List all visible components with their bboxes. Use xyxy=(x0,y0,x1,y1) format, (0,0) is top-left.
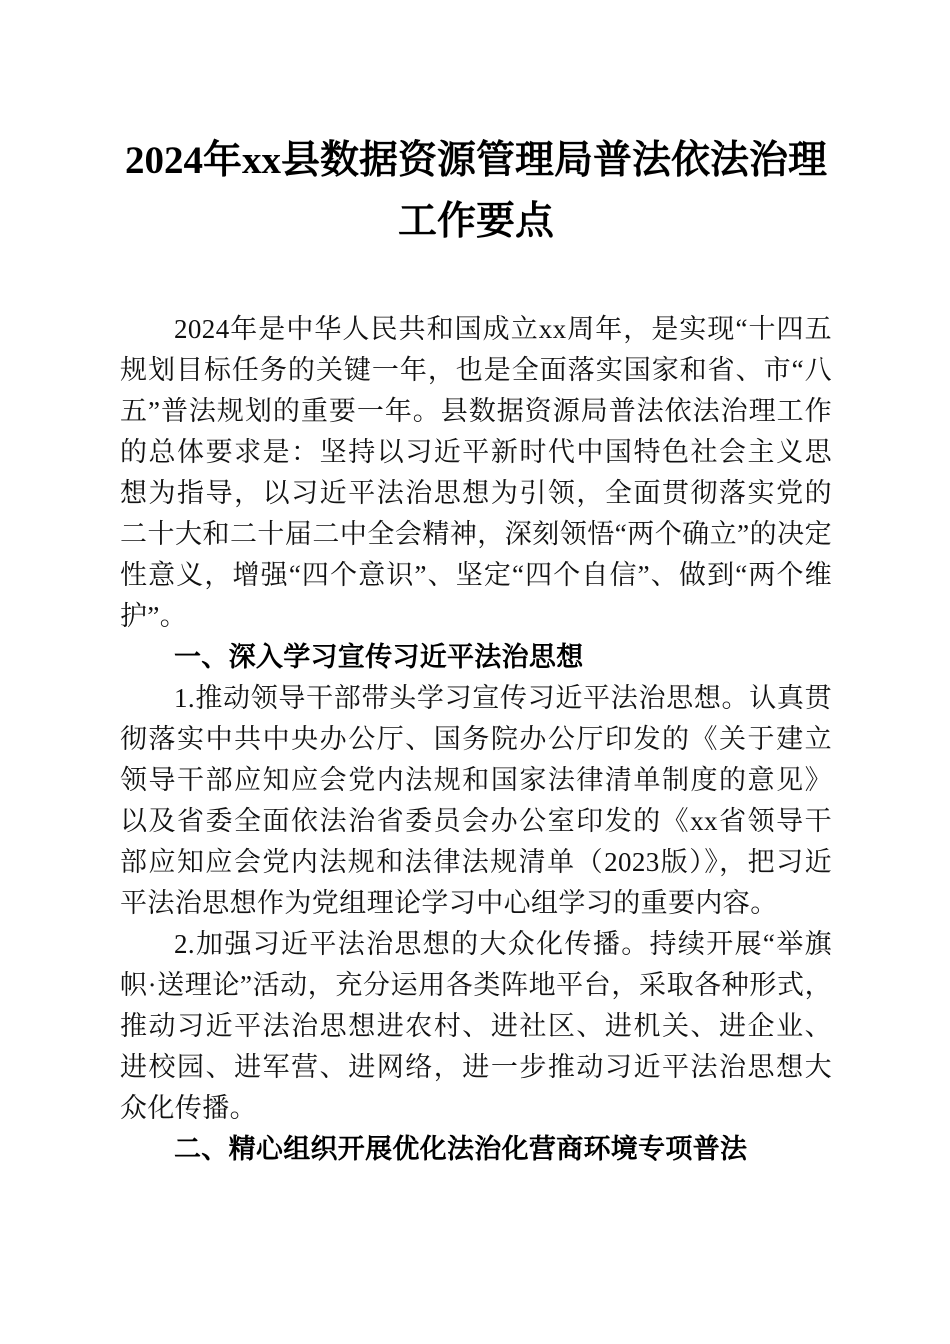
section-heading-2: 二、精心组织开展优化法治化营商环境专项普法 xyxy=(174,1134,748,1164)
document-content-column xyxy=(120,0,832,1170)
paragraph-intro: 2024年是中华人民共和国成立xx周年，是实现“十四五规划目标任务的关键一年，也是全面落实国家和省、市“八五”普法规划的重要一年。县数据资源局普法依法治理工作的总体要求是：坚持以习近平新时代中国特色社会主义思想为指导，以习近平法治思想为引领，全面贯彻落实党的二十大和二十届二中全会精神，深刻领悟“两个确立”的决定性意义，增强“四个意识”、坚定“四个自信”、做到“两个维护”。 xyxy=(120,314,832,631)
section-heading-1: 一、深入学习宣传习近平法治思想 xyxy=(174,642,584,672)
title-spacer xyxy=(120,252,832,309)
paragraph-item-1-2: 2.加强习近平法治思想的大众化传播。持续开展“举旗帜·送理论”活动，充分运用各类阵地平台，采取各种形式，推动习近平法治思想进农村、进社区、进机关、进企业、进校园、进军营、进网络，进一步推动习近平法治思想大众化传播。 xyxy=(120,929,832,1123)
paragraph-item-1-1: 1.推动领导干部带头学习宣传习近平法治思想。认真贯彻落实中共中央办公厅、国务院办公厅印发的《关于建立领导干部应知应会党内法规和国家法律清单制度的意见》以及省委全面依法治省委员会办公室印发的《xx省领导干部应知应会党内法规和法律法规清单（2023版）》，把习近平法治思想作为党组理论学习中心组学习的重要内容。 xyxy=(120,683,832,918)
page-title: 2024年xx县数据资源管理局普法依法治理工作要点 xyxy=(124,139,827,243)
